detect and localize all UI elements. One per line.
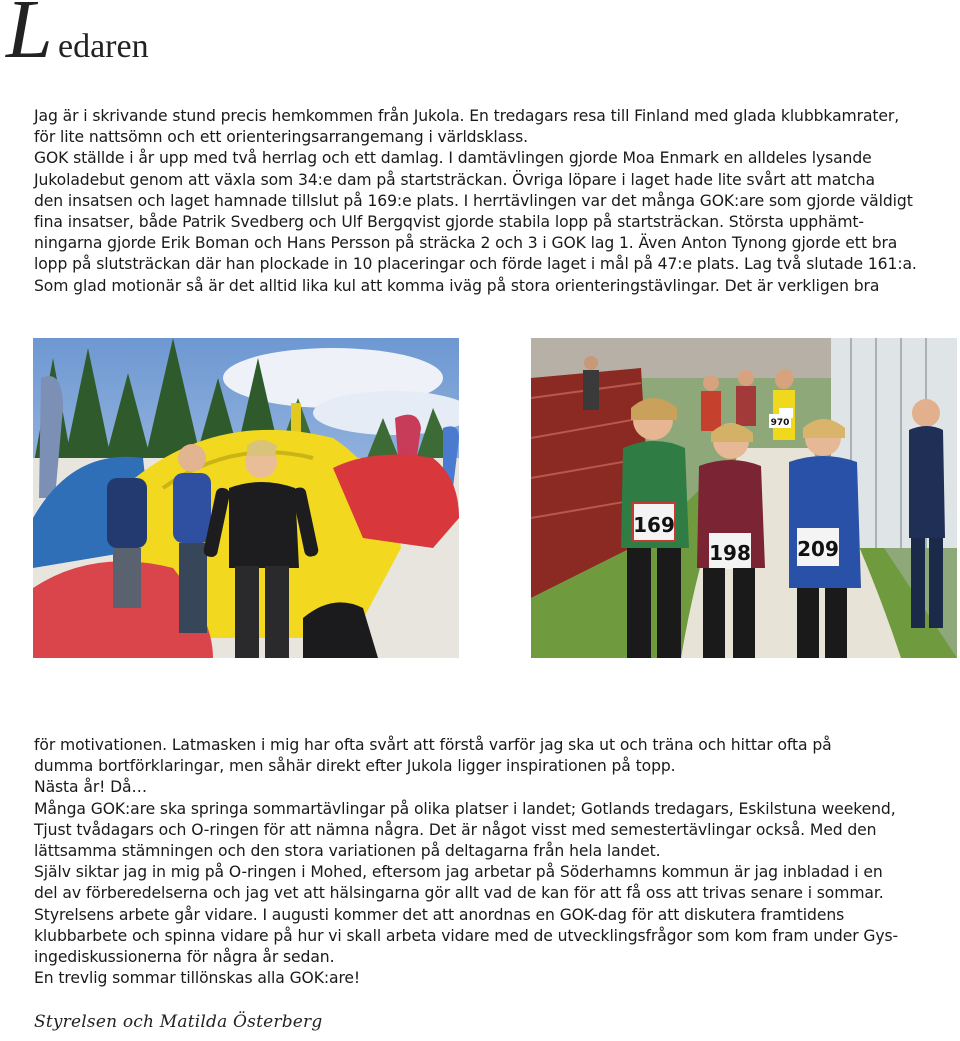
- text-line: Nästa år! Då…: [34, 778, 148, 797]
- title-text: edaren: [58, 28, 149, 65]
- text-line: ingediskussionerna för några år sedan.: [34, 948, 335, 967]
- text-line: fina insatser, både Patrik Svedberg och Ulf Bergqvist gjorde stabila lopp på startsträckan. Största upphämt-: [34, 213, 864, 232]
- text-line: Som glad motionär så är det alltid lika kul att komma iväg på stora orienteringstävlingar. Det är verkligen bra: [34, 276, 880, 295]
- bib-number: 209: [797, 537, 839, 561]
- text-line: för lite nattsömn och ett orienteringsarrangemang i världsklass.: [34, 128, 529, 147]
- text-line: Styrelsens arbete går vidare. I augusti kommer det att anordnas en GOK-dag för att diskutera framtidens: [34, 905, 845, 924]
- bib-number: 970: [770, 418, 790, 428]
- page-title: [6, 0, 306, 80]
- bib-number: 169: [633, 513, 675, 537]
- text-line: lättsamma stämningen och den stora variationen på deltagarna från hela landet.: [34, 842, 661, 861]
- article-text-bottom: [34, 735, 954, 989]
- text-line: Själv siktar jag in mig på O-ringen i Mohed, eftersom jag arbetar på Söderhamns kommun är jag inbladad i en: [34, 863, 883, 882]
- text-line: den insatsen och laget hamnade tillslut på 169:e plats. I herrtävlingen var det många GOK:are som gjorde väldigt: [34, 191, 913, 210]
- title-drop-cap: L: [6, 0, 53, 76]
- signature: Styrelsen och Matilda Österberg: [34, 1012, 323, 1032]
- text-line: En trevlig sommar tillönskas alla GOK:are!: [34, 969, 361, 988]
- article-text-top: [34, 106, 954, 297]
- photo-runners-illustration: [531, 338, 957, 658]
- text-line: Jukoladebut genom att växla som 34:e dam på startsträckan. Övriga löpare i laget hade lite svårt att matcha: [34, 170, 875, 189]
- text-line: lopp på slutsträckan där han plockade in 10 placeringar och förde laget i mål på 47:e plats. Lag två slutade 161:a.: [34, 255, 917, 274]
- photo-runners: [531, 338, 957, 658]
- text-line: del av förberedelserna och jag vet att hälsingarna gör allt vad de kan för att få oss att trivas senare i sommar.: [34, 884, 884, 903]
- text-line: Jag är i skrivande stund precis hemkommen från Jukola. En tredagars resa till Finland med glada klubbkamrater,: [34, 107, 900, 125]
- text-line: GOK ställde i år upp med två herrlag och ett damlag. I damtävlingen gjorde Moa Enmark en alldeles lysande: [34, 149, 872, 168]
- text-line: dumma bortförklaringar, men såhär direkt efter Jukola ligger inspirationen på topp.: [34, 757, 676, 776]
- text-line: klubbarbete och spinna vidare på hur vi skall arbeta vidare med de utvecklingsfrågor som kom fram under Gys-: [34, 926, 899, 945]
- bib-number: 198: [709, 541, 751, 565]
- text-line: Många GOK:are ska springa sommartävlingar på olika platser i landet; Gotlands tredagars, Eskilstuna weekend,: [34, 799, 896, 818]
- text-line: ningarna gjorde Erik Boman och Hans Persson på sträcka 2 och 3 i GOK lag 1. Även Anton Tynong gjorde ett bra: [34, 234, 898, 253]
- photo-tents-illustration: [33, 338, 459, 658]
- text-line: för motivationen. Latmasken i mig har ofta svårt att förstå varför jag ska ut och träna och hittar ofta på: [34, 736, 832, 754]
- photo-tents: [33, 338, 459, 658]
- text-line: Tjust tvådagars och O-ringen för att nämna några. Det är något visst med semestertävlingar också. Med den: [34, 820, 877, 839]
